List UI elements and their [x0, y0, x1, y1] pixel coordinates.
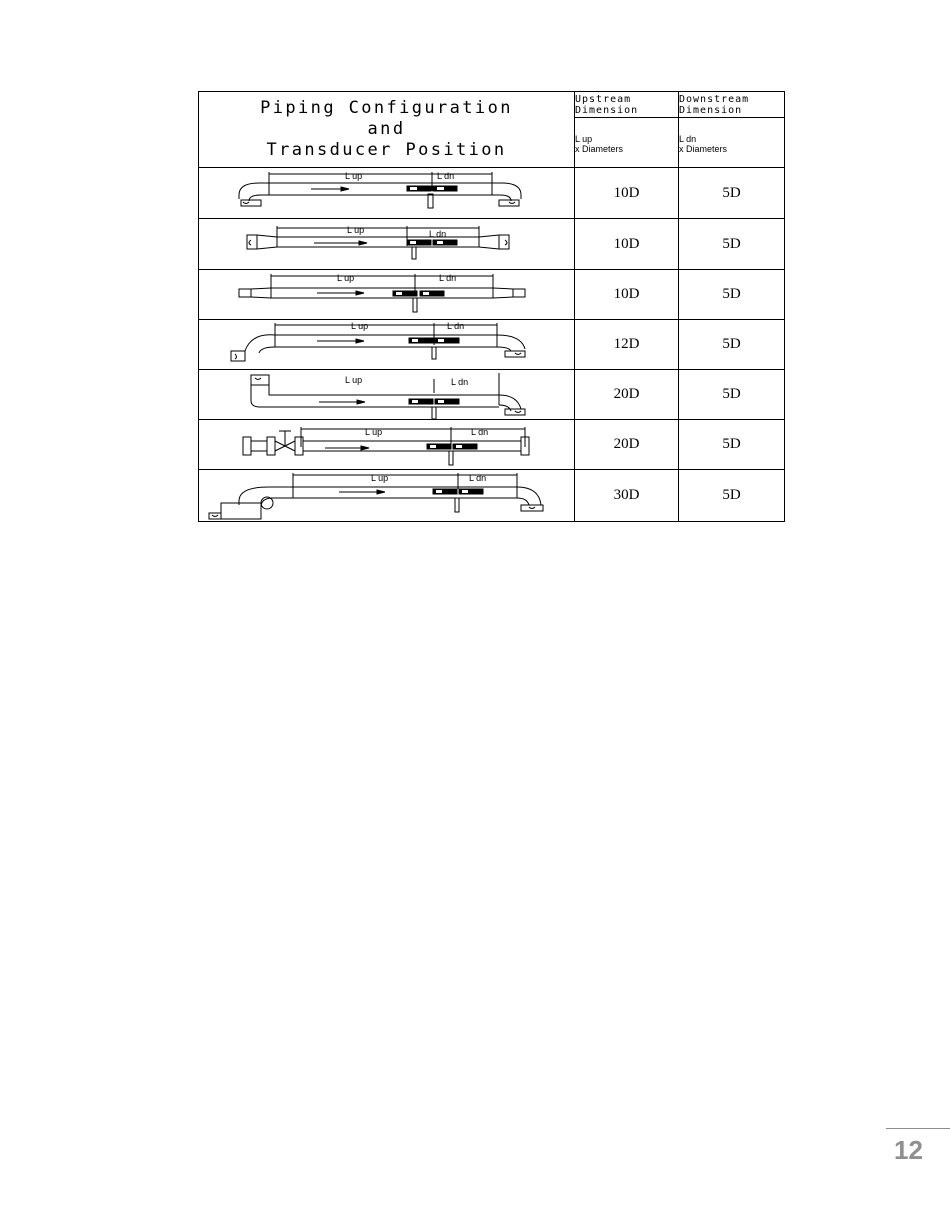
upstream-value-4: 12D	[575, 320, 679, 370]
piping-diagram-6	[199, 420, 575, 470]
table-row	[199, 168, 785, 219]
page-number-rule	[886, 1128, 950, 1129]
piping-diagram-1	[199, 168, 575, 219]
downstream-header-line-1: Downstream	[679, 93, 750, 105]
downstream-subheader	[679, 118, 785, 168]
table-row	[199, 370, 785, 420]
table-row	[199, 270, 785, 320]
upstream-value-6: 20D	[575, 420, 679, 470]
l-up-label: L up	[345, 374, 363, 385]
downstream-value-5: 5D	[679, 370, 785, 420]
upstream-sub-line-2: x Diameters	[575, 143, 624, 154]
downstream-value-4: 5D	[679, 320, 785, 370]
upstream-value-3: 10D	[575, 270, 679, 320]
piping-diagram-7	[199, 470, 575, 522]
l-dn-label: L dn	[439, 272, 457, 283]
l-up-label: L up	[347, 224, 365, 235]
upstream-header-line-1: Upstream	[575, 93, 632, 105]
downstream-sub-line-1: L dn	[679, 133, 697, 144]
upstream-value-7: 30D	[575, 470, 679, 522]
l-up-label: L up	[365, 426, 383, 437]
l-dn-label: L dn	[437, 170, 455, 181]
table-row	[199, 470, 785, 522]
table-row	[199, 320, 785, 370]
l-up-label: L up	[351, 320, 369, 331]
piping-diagram-2	[199, 219, 575, 270]
piping-diagram-4	[199, 320, 575, 370]
upstream-header	[575, 92, 679, 118]
table-row	[199, 420, 785, 470]
title-line-3: Transducer Position	[266, 140, 507, 160]
l-dn-label: L dn	[429, 228, 447, 239]
upstream-header-line-2: Dimension	[575, 104, 639, 116]
downstream-value-7: 5D	[679, 470, 785, 522]
downstream-value-3: 5D	[679, 270, 785, 320]
downstream-header	[679, 92, 785, 118]
l-dn-label: L dn	[447, 320, 465, 331]
piping-diagram-5	[199, 370, 575, 420]
upstream-subheader	[575, 118, 679, 168]
upstream-value-2: 10D	[575, 219, 679, 270]
downstream-sub-line-2: x Diameters	[679, 143, 728, 154]
table-row	[199, 219, 785, 270]
piping-diagram-3	[199, 270, 575, 320]
upstream-sub-line-1: L up	[575, 133, 593, 144]
upstream-value-5: 20D	[575, 370, 679, 420]
page-number: 12	[894, 1135, 923, 1165]
downstream-value-1: 5D	[679, 168, 785, 219]
table-title-cell	[199, 92, 575, 168]
title-line-1: Piping Configuration	[260, 98, 513, 118]
downstream-header-line-2: Dimension	[679, 104, 743, 116]
downstream-value-2: 5D	[679, 219, 785, 270]
l-up-label: L up	[371, 472, 389, 483]
l-dn-label: L dn	[451, 376, 469, 387]
title-line-2: and	[367, 119, 406, 139]
upstream-value-1: 10D	[575, 168, 679, 219]
l-dn-label: L dn	[471, 426, 489, 437]
l-up-label: L up	[337, 272, 355, 283]
downstream-value-6: 5D	[679, 420, 785, 470]
l-dn-label: L dn	[469, 472, 487, 483]
l-up-label: L up	[345, 170, 363, 181]
piping-configuration-table	[198, 91, 785, 522]
